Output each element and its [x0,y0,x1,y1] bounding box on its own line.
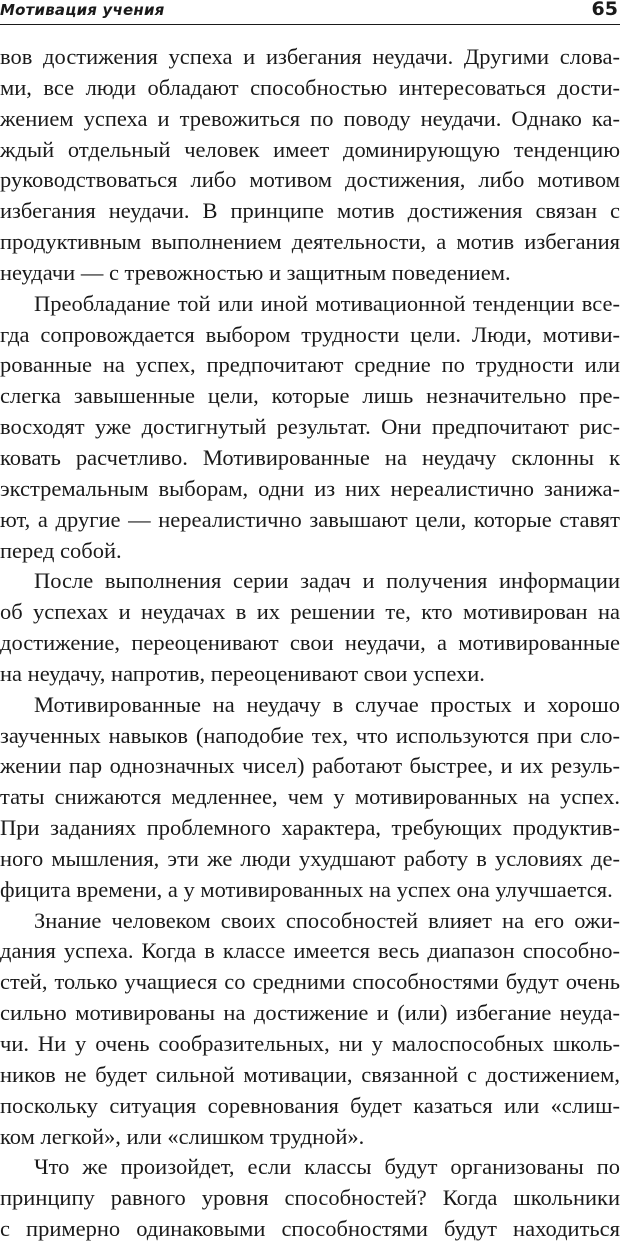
text-line: стей, только учащиеся со средними способностями будут очень [0,969,620,995]
text-line: сильно мотивированы на достижение и (или) избегание неуда- [0,1000,620,1026]
page-number: 65 [591,0,618,20]
text-line: фицита времени, а у мотивированных на успех она улучшается. [0,876,613,902]
text-line: ковать расчетливо. Мотивированные на неудачу склонны к [0,444,620,470]
text-line: неудачи — с тревожностью и защитным поведением. [0,259,511,285]
text-line: заученных навыков (наподобие тех, что используются при сло- [0,722,620,748]
text-line: ников не будет сильной мотивации, связанной с достижением, [0,1061,620,1087]
text-line: ми, все люди обладают способностью интересоваться дости- [0,74,620,100]
text-line: ют, а другие — нереалистично завышают цели, которые ставят [0,506,620,532]
text-line: восходят уже достигнутый результат. Они предпочитают рис- [0,414,620,440]
text-line: перед собой. [0,537,122,563]
running-title: Мотивация учения [0,1,165,19]
paragraph [0,566,620,689]
text-line: с примерно одинаковыми способностями будут находиться [0,1216,620,1242]
text-line: руководствоваться либо мотивом достижения, либо мотивом [0,167,620,193]
text-line: таты снижаются медленнее, чем у мотивированных на успех. [0,784,620,810]
text-line: После выполнения серии задач и получения информации [34,568,620,594]
text-line: При заданиях проблемного характера, требующих продуктив- [0,815,620,841]
text-line: вов достижения успеха и избегания неудачи. Другими слова- [0,44,620,69]
text-line: Что же произойдет, если классы будут организованы по [34,1154,620,1180]
text-line: продуктивным выполнением деятельности, а мотив избегания [0,229,620,255]
text-line: поскольку ситуация соревнования будет казаться или «слиш- [0,1092,620,1118]
text-line: жением успеха и тревожиться по поводу неудачи. Однако ка- [0,105,620,131]
text-line: гда сопровождается выбором трудности цели. Люди, мотиви- [0,321,620,347]
text-line: экстремальным выборам, одни из них нереалистично занижа- [0,475,620,501]
text-line: об успехах и неудачах в их решении те, кто мотивирован на [0,599,620,625]
paragraph [0,289,620,567]
text-line: Знание человеком своих способностей влияет на его ожи- [34,907,620,933]
text-line: достижение, переоценивают свои неудачи, а мотивированные [0,630,620,656]
text-line: Преобладание той или иной мотивационной тенденции все- [34,290,620,316]
paragraph [0,42,620,289]
paragraph [0,1152,620,1245]
text-line: жении пар однозначных чисел) работают быстрее, и их резуль- [0,753,620,779]
text-line: рованные на успех, предпочитают средние по трудности или [0,352,620,378]
text-line: чи. Ни у очень сообразительных, ни у малоспособных школь- [0,1031,620,1056]
text-line: на неудачу, напротив, переоценивают свои успехи. [0,660,485,686]
paragraph [0,906,620,1153]
text-line: принципу равного уровня способностей? Когда школьники [0,1185,620,1211]
running-header [0,0,620,25]
text-line: избегания неудачи. В принципе мотив достижения связан с [0,198,620,224]
body-text [0,42,620,1245]
text-line: ком легкой», или «слишком трудной». [0,1123,365,1149]
text-line: дания успеха. Когда в классе имеется весь диапазон способно- [0,938,620,964]
text-line: Мотивированные на неудачу в случае простых и хорошо [34,691,620,717]
text-line: ждый отдельный человек имеет доминирующую тенденцию [0,136,620,162]
text-line: слегка завышенные цели, которые лишь незначительно пре- [0,383,620,409]
paragraph [0,690,620,906]
text-line: ного мышления, эти же люди ухудшают работу в условиях де- [0,845,620,871]
